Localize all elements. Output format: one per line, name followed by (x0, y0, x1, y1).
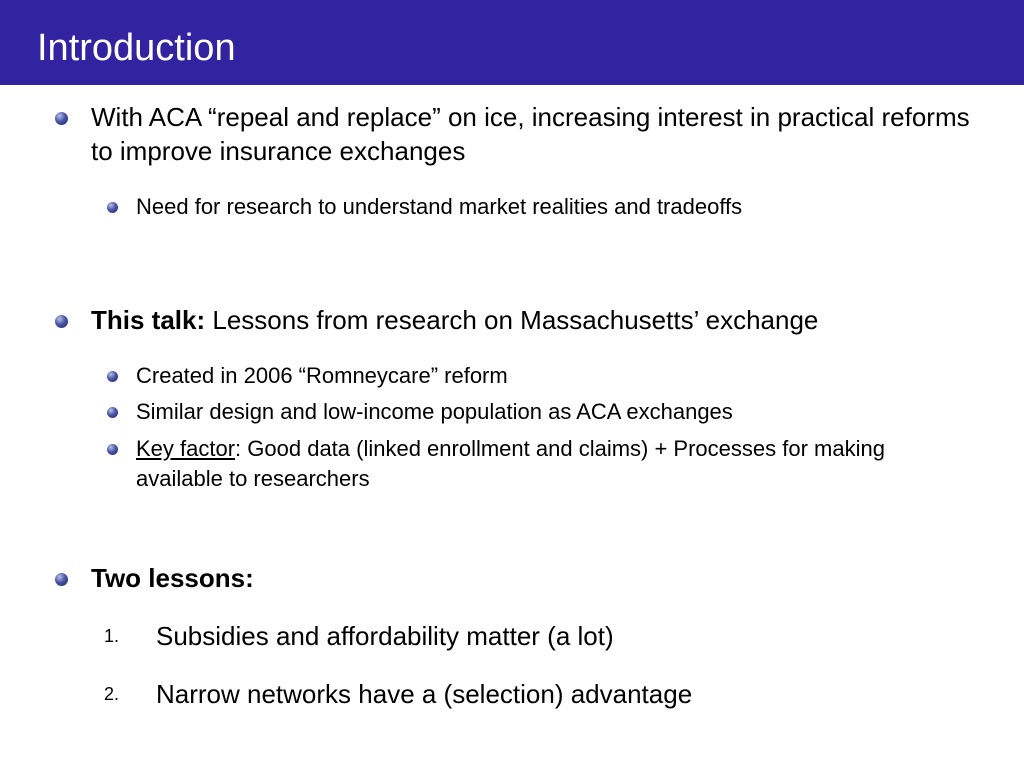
sub-bullet-research-need: Need for research to understand market realities and tradeoffs (136, 194, 743, 219)
slide-title: Introduction (37, 27, 236, 69)
lesson-number: 1. (104, 626, 120, 646)
title-bar (0, 0, 1024, 85)
sub-bullet-romneycare: Created in 2006 “Romneycare” reform (136, 363, 508, 388)
bullet-icon (55, 573, 68, 586)
key-factor-text: : Good data (linked enrollment and claims) + Processes for making available to researchers (136, 436, 885, 491)
bullet-two-lessons: Two lessons: (91, 563, 254, 593)
key-factor-label: Key factor (136, 436, 236, 461)
sub-bullet-similar-design: Similar design and low-income population as ACA exchanges (136, 399, 733, 424)
bullet-aca-interest: With ACA “repeal and replace” on ice, increasing interest in practical reforms to improve insurance exchanges (91, 102, 970, 166)
this-talk-text: Lessons from research on Massachusetts’ exchange (205, 305, 819, 335)
sub-bullet-icon (107, 371, 118, 382)
lesson-item: Subsidies and affordability matter (a lot) (156, 621, 614, 651)
bullet-this-talk (91, 303, 991, 337)
lesson-item: Narrow networks have a (selection) advantage (156, 679, 693, 709)
sub-bullet-key-factor (136, 434, 936, 494)
this-talk-label: This talk: (91, 305, 206, 335)
bullet-icon (55, 315, 68, 328)
sub-bullet-icon (107, 202, 118, 213)
sub-bullet-icon (107, 407, 118, 418)
bullet-icon (55, 112, 68, 125)
sub-bullet-icon (107, 444, 118, 455)
lesson-number: 2. (104, 684, 120, 704)
